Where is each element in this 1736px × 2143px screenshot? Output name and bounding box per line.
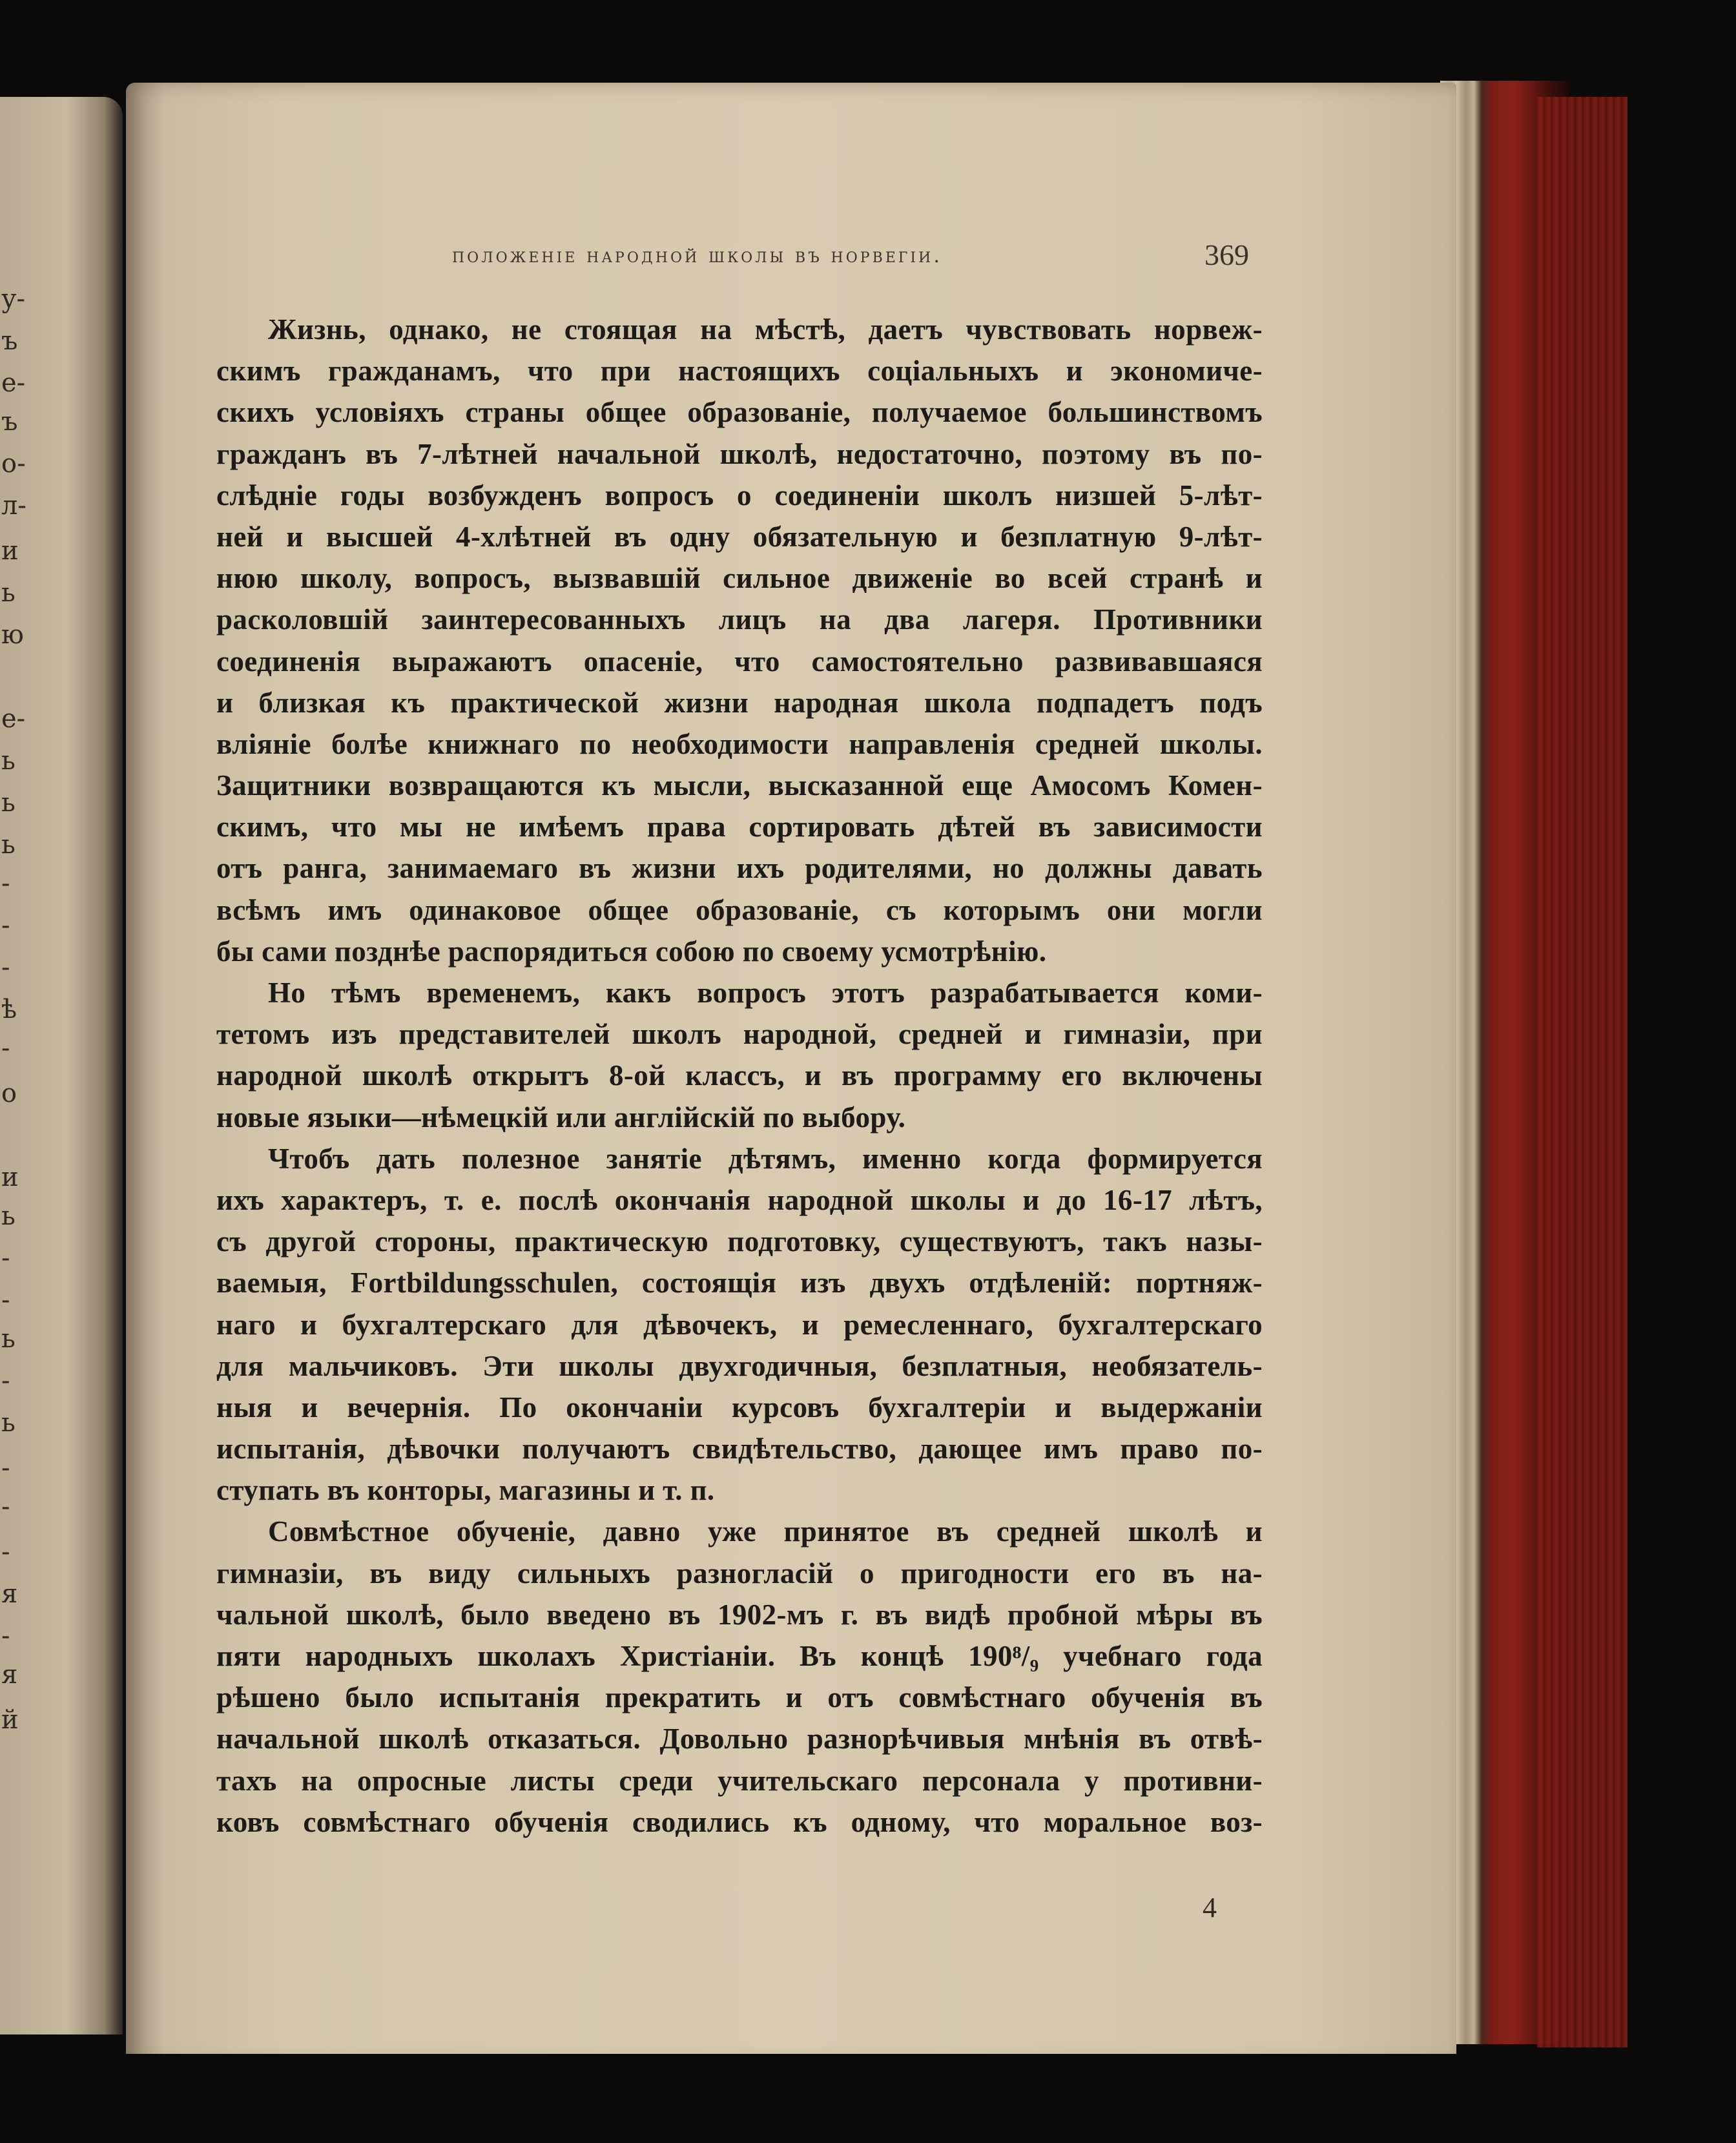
text-line: ваемыя, Fortbildungsschulen, состоящія изъ двухъ отдѣленій: портняж-: [216, 1267, 1263, 1299]
left-page-edge-text: ь: [1, 1324, 16, 1354]
left-page-edge-text: -: [1, 911, 10, 940]
left-page-edge-text: ь: [1, 830, 16, 860]
left-page-edge-text: -: [1, 1492, 10, 1522]
left-page-edge-text: -: [1, 953, 10, 982]
left-page-edge-text: у-: [1, 284, 26, 314]
left-page-edge-text: й: [1, 1705, 19, 1735]
left-page-edge-text: -: [1, 1243, 10, 1273]
left-page-edge-text: о: [1, 1079, 17, 1108]
book-page: [126, 83, 1456, 2065]
text-line: вліяніе болѣе книжнаго по необходимости направленія средней школы.: [216, 727, 1263, 760]
text-line: расколовшій заинтересованныхъ лицъ на два лагеря. Противники: [216, 603, 1263, 636]
left-page-edge-text: и: [1, 536, 19, 566]
text-line: нюю школу, вопросъ, вызвавшій сильное движеніе во всей странѣ и: [216, 562, 1263, 595]
left-page-edge-text: ю: [1, 620, 24, 650]
left-page-edge-text: -: [1, 869, 10, 898]
book-cover-cloth: [1537, 97, 1628, 2047]
text-line: Но тѣмъ временемъ, какъ вопросъ этотъ разрабатывается коми-: [268, 977, 1263, 1009]
signature-mark: 4: [1203, 1892, 1217, 1923]
text-line: для мальчиковъ. Эти школы двухгодичныя, безплатныя, необязатель-: [216, 1349, 1263, 1382]
page-number: 369: [1204, 238, 1249, 271]
text-line: наго и бухгалтерскаго для дѣвочекъ, и ремесленнаго, бухгалтерскаго: [216, 1308, 1263, 1341]
running-title: положеніе народной школы въ норвегіи.: [452, 244, 943, 267]
left-page-edge-text: ъ: [1, 407, 18, 437]
text-line: Жизнь, однако, не стоящая на мѣстѣ, даетъ чувствовать норвеж-: [268, 313, 1263, 346]
left-page-edge-text: -: [1, 1537, 10, 1567]
text-line: бы сами позднѣе распорядиться собою по своему усмотрѣнію.: [216, 935, 1047, 968]
left-page-edge-text: л-: [1, 491, 26, 521]
left-page-edge-text: -: [1, 1366, 10, 1396]
left-page-edge-text: я: [1, 1579, 18, 1609]
text-line: и близкая къ практической жизни народная школа подпадетъ подъ: [216, 686, 1263, 719]
left-page-edge-text: ь: [1, 746, 16, 776]
left-page-edge-text: -: [1, 1621, 10, 1651]
text-line: всѣмъ имъ одинаковое общее образованіе, съ которымъ они могли: [216, 893, 1263, 926]
text-line: Чтобъ дать полезное занятіе дѣтямъ, именно когда формируется: [268, 1142, 1263, 1175]
left-page-edge-text: ь: [1, 1408, 16, 1438]
left-page-edge-text: ь: [1, 788, 16, 818]
text-line: слѣдніе годы возбужденъ вопросъ о соединеніи школъ низшей 5-лѣт-: [216, 479, 1263, 512]
text-line: ковъ совмѣстнаго обученія сводились къ одному, что моральное воз-: [216, 1805, 1263, 1838]
text-line: ихъ характеръ, т. е. послѣ окончанія народной школы и до 16-17 лѣтъ,: [216, 1183, 1263, 1216]
left-page-edge-text: е-: [1, 704, 26, 734]
left-page-edge-text: е-: [1, 368, 26, 398]
text-line: пяти народныхъ школахъ Христіаніи. Въ концѣ 190⁸/₉ учебнаго года: [216, 1640, 1263, 1672]
text-line: испытанія, дѣвочки получаютъ свидѣтельство, дающее имъ право по-: [216, 1433, 1263, 1465]
text-line: тетомъ изъ представителей школъ народной, средней и гимназіи, при: [216, 1018, 1263, 1051]
text-line: новые языки—нѣмецкій или англійскій по выбору.: [216, 1101, 906, 1134]
left-page-edge-text: о-: [1, 449, 26, 479]
text-line: гимназіи, въ виду сильныхъ разногласій о пригодности его въ на-: [216, 1557, 1263, 1589]
body-text: [216, 309, 1263, 1843]
running-header: [126, 238, 1456, 276]
left-page-edge-text: -: [1, 1033, 10, 1063]
left-page-edge-text: ѣ: [1, 995, 17, 1024]
left-page-edge-text: я: [1, 1660, 18, 1690]
text-line: съ другой стороны, практическую подготовку, существуютъ, такъ назы-: [216, 1225, 1263, 1258]
left-page-edge-text: ь: [1, 1201, 16, 1231]
text-line: ступать въ конторы, магазины и т. п.: [216, 1474, 715, 1507]
text-line: начальной школѣ отказаться. Довольно разнорѣчивыя мнѣнія въ отвѣ-: [216, 1723, 1263, 1755]
text-line: соединенія выражаютъ опасеніе, что самостоятельно развивавшаяся: [216, 645, 1263, 678]
text-line: отъ ранга, занимаемаго въ жизни ихъ родителями, но должны давать: [216, 852, 1263, 885]
text-line: гражданъ въ 7-лѣтней начальной школѣ, недостаточно, поэтому въ по-: [216, 437, 1263, 470]
text-line: ныя и вечернія. По окончаніи курсовъ бухгалтеріи и выдержаніи: [216, 1391, 1263, 1423]
text-line: скимъ, что мы не имѣемъ права сортировать дѣтей въ зависимости: [216, 811, 1263, 844]
left-page-edge-text: ъ: [1, 326, 18, 356]
text-line: чальной школѣ, было введено въ 1902-мъ г. въ видѣ пробной мѣры въ: [216, 1598, 1263, 1631]
left-page-edge-text: -: [1, 1285, 10, 1315]
background-shadow: [126, 2054, 1456, 2143]
text-line: тахъ на опросные листы среди учительскаго персонала у противни-: [216, 1764, 1263, 1797]
text-line: Совмѣстное обученіе, давно уже принятое въ средней школѣ и: [268, 1515, 1263, 1548]
text-line: ней и высшей 4-хлѣтней въ одну обязательную и безплатную 9-лѣт-: [216, 520, 1263, 553]
text-line: народной школѣ открытъ 8-ой классъ, и въ программу его включены: [216, 1059, 1263, 1092]
text-line: Защитники возвращаются къ мысли, высказанной еще Амосомъ Комен-: [216, 769, 1263, 802]
text-line: скимъ гражданамъ, что при настоящихъ соціальныхъ и экономиче-: [216, 355, 1263, 388]
left-page-edge-text: -: [1, 1453, 10, 1483]
left-page-edge-text: и: [1, 1163, 19, 1192]
left-page-edge-text: ь: [1, 578, 16, 608]
text-line: скихъ условіяхъ страны общее образованіе, получаемое большинствомъ: [216, 396, 1263, 429]
left-facing-page: [0, 97, 123, 2034]
text-line: рѣшено было испытанія прекратить и отъ совмѣстнаго обученія въ: [216, 1681, 1263, 1714]
